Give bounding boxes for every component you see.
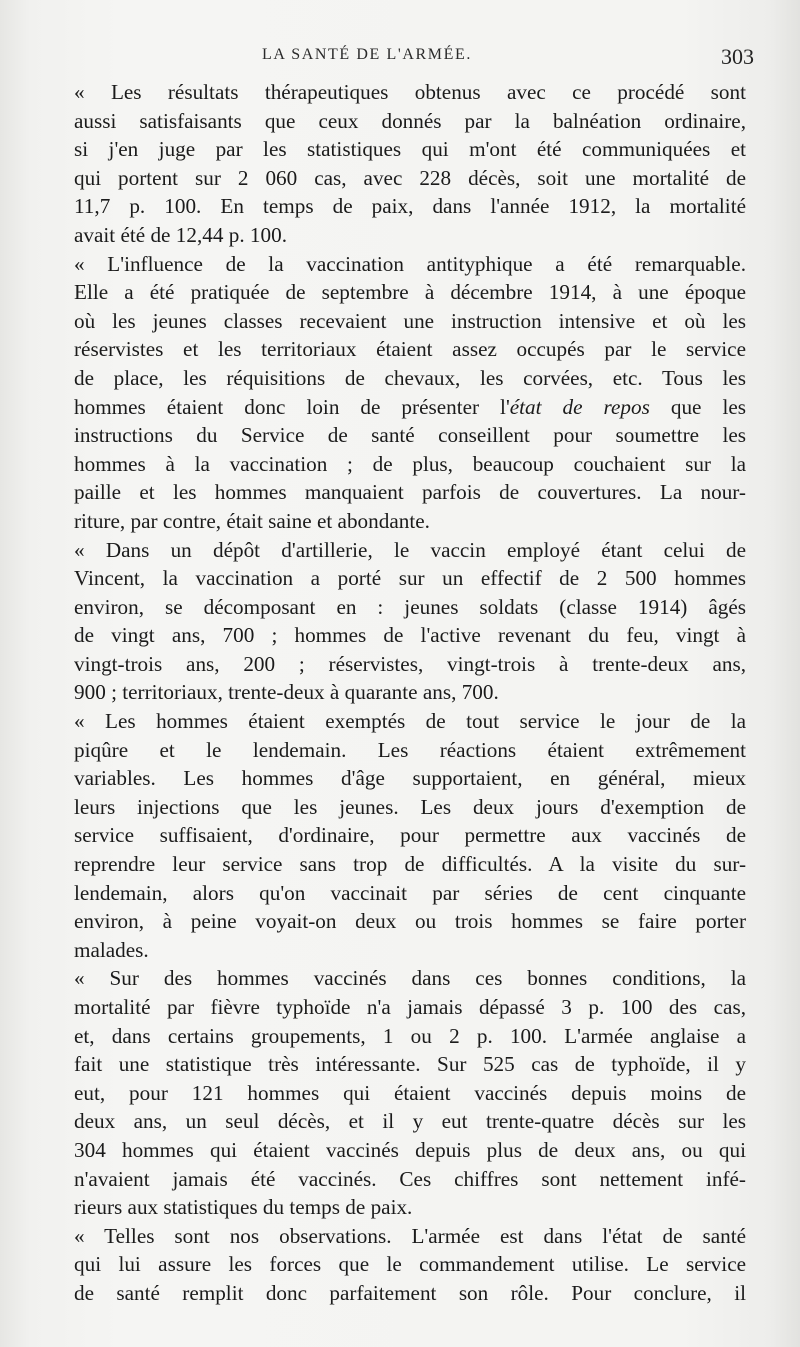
text-line: « L'influence de la vaccination antityphique a été remarquable.	[74, 251, 746, 276]
text-line: deux ans, un seul décès, et il y eut trente-quatre décès sur les	[74, 1109, 746, 1134]
text-line: 900 ; territoriaux, trente-deux à quarante ans, 700.	[74, 680, 499, 705]
text-segment: hommes étaient donc loin de présenter l'	[74, 394, 510, 419]
text-line: Elle a été pratiquée de septembre à décembre 1914, à une époque	[74, 280, 746, 305]
text-line: variables. Les hommes d'âge supportaient, en général, mieux	[74, 766, 746, 791]
page-number: 303	[721, 44, 754, 69]
paragraph	[52, 250, 746, 536]
text-line: et, dans certains groupements, 1 ou 2 p. 100. L'armée anglaise a	[74, 1023, 746, 1048]
text-line: de santé remplit donc parfaitement son rôle. Pour conclure, il	[74, 1280, 746, 1305]
paragraph	[52, 536, 746, 708]
text-line: Vincent, la vaccination a porté sur un effectif de 2 500 hommes	[74, 566, 746, 591]
text-line: instructions du Service de santé conseillent pour soumettre les	[74, 423, 746, 448]
text-segment: que les	[649, 394, 746, 419]
text-line: rieurs aux statistiques du temps de paix.	[74, 1195, 413, 1220]
text-line: paille et les hommes manquaient parfois de couvertures. La nour-	[74, 480, 746, 505]
text-line: de place, les réquisitions de chevaux, les corvées, etc. Tous les	[74, 365, 746, 390]
text-line: lendemain, alors qu'on vaccinait par séries de cent cinquante	[74, 880, 746, 905]
text-line: si j'en juge par les statistiques qui m'ont été communiquées et	[74, 137, 746, 162]
text-line: de vingt ans, 700 ; hommes de l'active revenant du feu, vingt à	[74, 623, 746, 648]
text-line: 304 hommes qui étaient vaccinés depuis plus de deux ans, ou qui	[74, 1137, 746, 1162]
page-header	[0, 44, 800, 74]
paragraph	[52, 964, 746, 1221]
text-line: où les jeunes classes recevaient une instruction intensive et où les	[74, 308, 746, 333]
text-line: « Les hommes étaient exemptés de tout service le jour de la	[74, 709, 746, 734]
text-line: fait une statistique très intéressante. Sur 525 cas de typhoïde, il y	[74, 1052, 746, 1077]
text-line: hommes à la vaccination ; de plus, beaucoup couchaient sur la	[74, 451, 746, 476]
text-line: environ, à peine voyait-on deux ou trois hommes se faire porter	[74, 909, 746, 934]
text-line: environ, se décomposant en : jeunes soldats (classe 1914) âgés	[74, 594, 746, 619]
text-line: 11,7 p. 100. En temps de paix, dans l'année 1912, la mortalité	[74, 194, 746, 219]
text-line: piqûre et le lendemain. Les réactions étaient extrêmement	[74, 737, 746, 762]
text-line: qui lui assure les forces que le commandement utilise. Le service	[74, 1252, 746, 1277]
paragraph	[52, 707, 746, 964]
running-title: LA SANTÉ DE L'ARMÉE.	[262, 46, 472, 63]
body-text	[52, 78, 746, 1308]
paragraph	[52, 1222, 746, 1308]
text-line: « Sur des hommes vaccinés dans ces bonnes conditions, la	[74, 966, 746, 991]
text-line	[52, 393, 746, 422]
text-line: malades.	[74, 937, 149, 962]
italic-phrase: état de repos	[509, 394, 650, 419]
text-line: eut, pour 121 hommes qui étaient vaccinés depuis moins de	[74, 1080, 746, 1105]
paragraph	[52, 78, 746, 250]
text-line: reprendre leur service sans trop de difficultés. A la visite du sur-	[74, 852, 746, 877]
text-line: avait été de 12,44 p. 100.	[74, 222, 287, 247]
text-line: aussi satisfaisants que ceux donnés par la balnéation ordinaire,	[74, 108, 746, 133]
text-line: « Telles sont nos observations. L'armée est dans l'état de santé	[74, 1223, 746, 1248]
text-line: vingt-trois ans, 200 ; réservistes, vingt-trois à trente-deux ans,	[74, 651, 746, 676]
text-line: service suffisaient, d'ordinaire, pour permettre aux vaccinés de	[74, 823, 746, 848]
text-line: leurs injections que les jeunes. Les deux jours d'exemption de	[74, 794, 746, 819]
text-line: riture, par contre, était saine et abondante.	[74, 508, 430, 533]
text-line: « Les résultats thérapeutiques obtenus avec ce procédé sont	[74, 80, 746, 104]
text-line: « Dans un dépôt d'artillerie, le vaccin employé étant celui de	[74, 537, 746, 562]
text-line: mortalité par fièvre typhoïde n'a jamais dépassé 3 p. 100 des cas,	[74, 995, 746, 1019]
text-line: n'avaient jamais été vaccinés. Ces chiffres sont nettement infé-	[74, 1166, 746, 1191]
text-line: qui portent sur 2 060 cas, avec 228 décès, soit une mortalité de	[74, 165, 746, 190]
text-line: réservistes et les territoriaux étaient assez occupés par le service	[74, 337, 746, 362]
